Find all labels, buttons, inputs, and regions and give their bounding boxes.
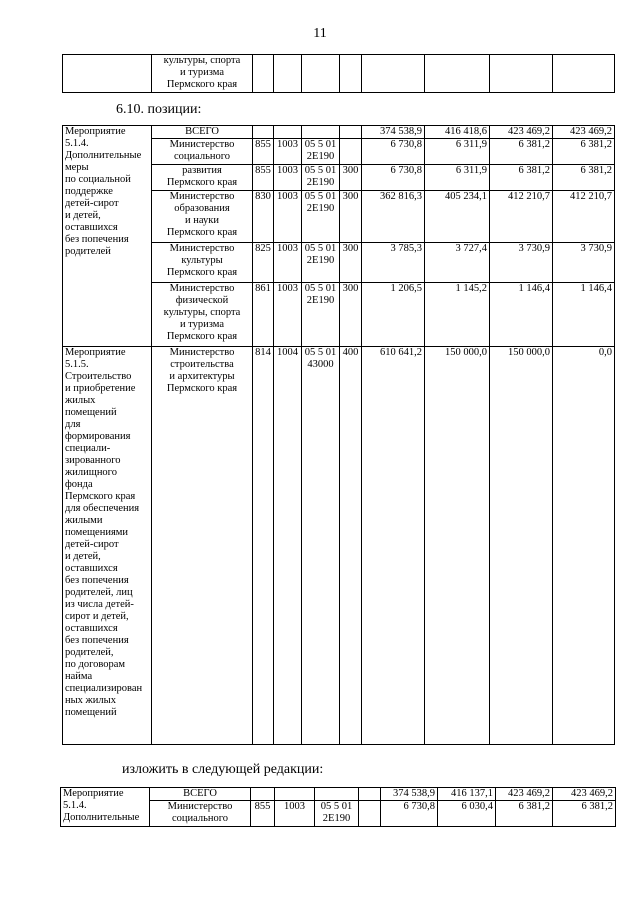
value-cell: 412 210,7 bbox=[553, 191, 615, 243]
code-cell: 855 bbox=[253, 165, 274, 191]
type-cell: 400 bbox=[340, 347, 362, 745]
code-cell: 861 bbox=[253, 283, 274, 347]
value-cell: 150 000,0 bbox=[490, 347, 553, 745]
value-cell: 6 730,8 bbox=[362, 165, 425, 191]
value-cell: 416 137,1 bbox=[438, 788, 496, 801]
continuation-table bbox=[62, 54, 615, 93]
value-cell: 374 538,9 bbox=[381, 788, 438, 801]
type-cell bbox=[340, 139, 362, 165]
subsection-cell: 1003 bbox=[274, 243, 302, 283]
measure-5-1-5-cell: Мероприятие 5.1.5. Строительство и приобретение жилых помещений для формирования специали- зированного жилищного фонда Пермского края для обеспечения жилыми помещениями детей-сирот и детей, оставшихся без попечения родителей, лиц из числа детей- сирот и детей, оставшихся без попечения родителей, по договорам найма специализирован ных жилых помещений bbox=[63, 347, 152, 745]
target-cell: 05 5 01 43000 bbox=[302, 347, 340, 745]
value-cell: 610 641,2 bbox=[362, 347, 425, 745]
type-cell: 300 bbox=[340, 243, 362, 283]
ministry-cell: ВСЕГО bbox=[152, 126, 253, 139]
ministry-cell: Министерство социального bbox=[152, 139, 253, 165]
subsection-cell: 1003 bbox=[274, 139, 302, 165]
table-row bbox=[63, 126, 615, 139]
target-cell: 05 5 01 2E190 bbox=[315, 801, 359, 827]
target-cell: 05 5 01 2E190 bbox=[302, 283, 340, 347]
subsection-cell: 1003 bbox=[275, 801, 315, 827]
instruction-text: изложить в следующей редакции: bbox=[122, 762, 324, 777]
ministry-cell: развития Пермского края bbox=[152, 165, 253, 191]
value-cell: 6 381,2 bbox=[490, 139, 553, 165]
value-cell: 6 381,2 bbox=[553, 165, 615, 191]
type-cell bbox=[359, 801, 381, 827]
value-cell: 374 538,9 bbox=[362, 126, 425, 139]
value-cell: 6 311,9 bbox=[425, 139, 490, 165]
type-cell: 300 bbox=[340, 165, 362, 191]
value-cell: 3 727,4 bbox=[425, 243, 490, 283]
target-cell: 05 5 01 2E190 bbox=[302, 191, 340, 243]
value-cell: 3 730,9 bbox=[553, 243, 615, 283]
code-cell: 855 bbox=[251, 801, 275, 827]
table-row bbox=[63, 347, 615, 745]
value-cell: 6 381,2 bbox=[553, 801, 616, 827]
subsection-cell: 1003 bbox=[274, 165, 302, 191]
page-number: 11 bbox=[313, 26, 327, 41]
cell-empty bbox=[63, 55, 152, 93]
target-cell: 05 5 01 2E190 bbox=[302, 165, 340, 191]
value-cell: 423 469,2 bbox=[553, 788, 616, 801]
measure-5-1-4-cell: Мероприятие 5.1.4. Дополнительные bbox=[61, 788, 150, 827]
value-cell: 6 730,8 bbox=[362, 139, 425, 165]
value-cell: 1 146,4 bbox=[490, 283, 553, 347]
value-cell: 3 730,9 bbox=[490, 243, 553, 283]
ministry-cell: Министерство социального bbox=[150, 801, 251, 827]
value-cell: 6 730,8 bbox=[381, 801, 438, 827]
subsection-cell: 1003 bbox=[274, 283, 302, 347]
ministry-cell: Министерство физической культуры, спорта и туризма Пермского края bbox=[152, 283, 253, 347]
type-cell: 300 bbox=[340, 283, 362, 347]
ministry-cell: Министерство строительства и архитектуры Пермского края bbox=[152, 347, 253, 745]
value-cell: 416 418,6 bbox=[425, 126, 490, 139]
target-cell: 05 5 01 2E190 bbox=[302, 139, 340, 165]
value-cell: 6 381,2 bbox=[496, 801, 553, 827]
target-cell: 05 5 01 2E190 bbox=[302, 243, 340, 283]
positions-table bbox=[62, 125, 615, 745]
value-cell: 405 234,1 bbox=[425, 191, 490, 243]
value-cell: 1 206,5 bbox=[362, 283, 425, 347]
subsection-cell: 1003 bbox=[274, 191, 302, 243]
code-cell: 825 bbox=[253, 243, 274, 283]
value-cell: 423 469,2 bbox=[553, 126, 615, 139]
type-cell: 300 bbox=[340, 191, 362, 243]
code-cell: 814 bbox=[253, 347, 274, 745]
new-edition-table bbox=[60, 787, 616, 827]
value-cell: 1 146,4 bbox=[553, 283, 615, 347]
ministry-cell: ВСЕГО bbox=[150, 788, 251, 801]
value-cell: 423 469,2 bbox=[496, 788, 553, 801]
subsection-cell: 1004 bbox=[274, 347, 302, 745]
ministry-cell: Министерство культуры Пермского края bbox=[152, 243, 253, 283]
value-cell: 6 030,4 bbox=[438, 801, 496, 827]
measure-5-1-4-cell: Мероприятие 5.1.4. Дополнительные меры по социальной поддержке детей-сирот и детей, оставшихся без попечения родителей bbox=[63, 126, 152, 347]
table-row bbox=[61, 788, 616, 801]
value-cell: 1 145,2 bbox=[425, 283, 490, 347]
code-cell: 830 bbox=[253, 191, 274, 243]
value-cell: 6 381,2 bbox=[553, 139, 615, 165]
value-cell: 6 381,2 bbox=[490, 165, 553, 191]
value-cell: 362 816,3 bbox=[362, 191, 425, 243]
value-cell: 0,0 bbox=[553, 347, 615, 745]
ministry-cell: культуры, спорта и туризма Пермского края bbox=[152, 55, 253, 93]
code-cell: 855 bbox=[253, 139, 274, 165]
value-cell: 423 469,2 bbox=[490, 126, 553, 139]
value-cell: 3 785,3 bbox=[362, 243, 425, 283]
value-cell: 6 311,9 bbox=[425, 165, 490, 191]
value-cell: 150 000,0 bbox=[425, 347, 490, 745]
section-heading: 6.10. позиции: bbox=[116, 102, 202, 117]
value-cell: 412 210,7 bbox=[490, 191, 553, 243]
ministry-cell: Министерство образования и науки Пермского края bbox=[152, 191, 253, 243]
